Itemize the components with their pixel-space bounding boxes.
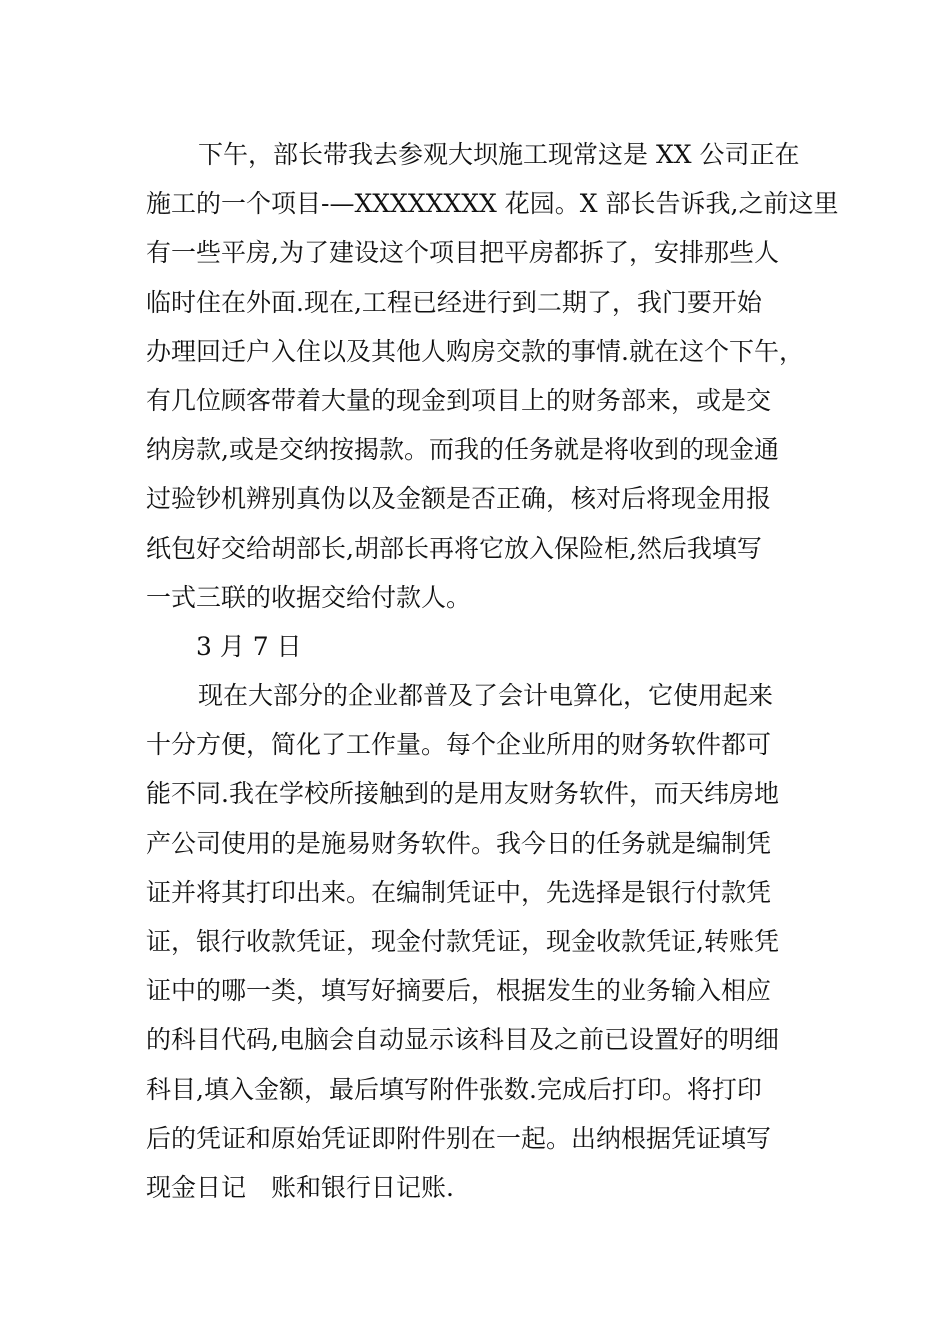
paragraph-line: 能不同.我在学校所接触到的是用友财务软件，而天纬房地 [146,779,779,809]
paragraph-line: 现金日记 账和银行日记账. [146,1172,454,1202]
paragraph-line: 十分方便，简化了工作量。每个企业所用的财务软件都可 [146,730,772,760]
paragraph-2 [146,671,810,1212]
paragraph-line: 过验钞机辨别真伪以及金额是否正确，核对后将现金用报 [146,484,772,514]
paragraph-line: 产公司使用的是施易财务软件。我今日的任务就是编制凭 [146,828,772,858]
paragraph-line: 有一些平房,为了建设这个项目把平房都拆了，安排那些人 [146,238,779,268]
paragraph-line: 的科目代码,电脑会自动显示该科目及之前已设置好的明细 [146,1025,779,1055]
paragraph-line: 一式三联的收据交给付款人。 [146,582,472,612]
paragraph-line: 现在大部分的企业都普及了会计电算化，它使用起来 [198,681,774,711]
paragraph-1 [146,130,839,622]
paragraph-line: 有几位顾客带着大量的现金到项目上的财务部来，或是交 [146,385,772,415]
paragraph-line: 临时住在外面.现在,工程已经进行到二期了，我门要开始 [146,287,762,317]
paragraph-line: 科目,填入金额，最后填写附件张数.完成后打印。将打印 [146,1074,762,1104]
paragraph-line: 施工的一个项目-—XXXXXXXX 花园。X 部长告诉我,之前这里 [146,189,839,219]
document-body [146,130,839,1212]
paragraph-line: 后的凭证和原始凭证即附件别在一起。出纳根据凭证填写 [146,1123,772,1153]
paragraph-line: 证，银行收款凭证，现金付款凭证，现金收款凭证,转账凭 [146,927,779,956]
paragraph-line: 纸包好交给胡部长,胡部长再将它放入保险柜,然后我填写 [146,533,762,563]
date-heading: 3 月 7 日 [196,631,302,661]
paragraph-line: 证中的哪一类，填写好摘要后，根据发生的业务输入相应 [146,976,772,1006]
paragraph-line: 证并将其打印出来。在编制凭证中，先选择是银行付款凭 [146,877,772,907]
paragraph-line: 下午，部长带我去参观大坝施工现常这是 XX 公司正在 [198,140,800,169]
paragraph-line: 纳房款,或是交纳按揭款。而我的任务就是将收到的现金通 [146,435,779,465]
paragraph-line: 办理回迁户入住以及其他人购房交款的事情.就在这个下午， [146,336,804,366]
